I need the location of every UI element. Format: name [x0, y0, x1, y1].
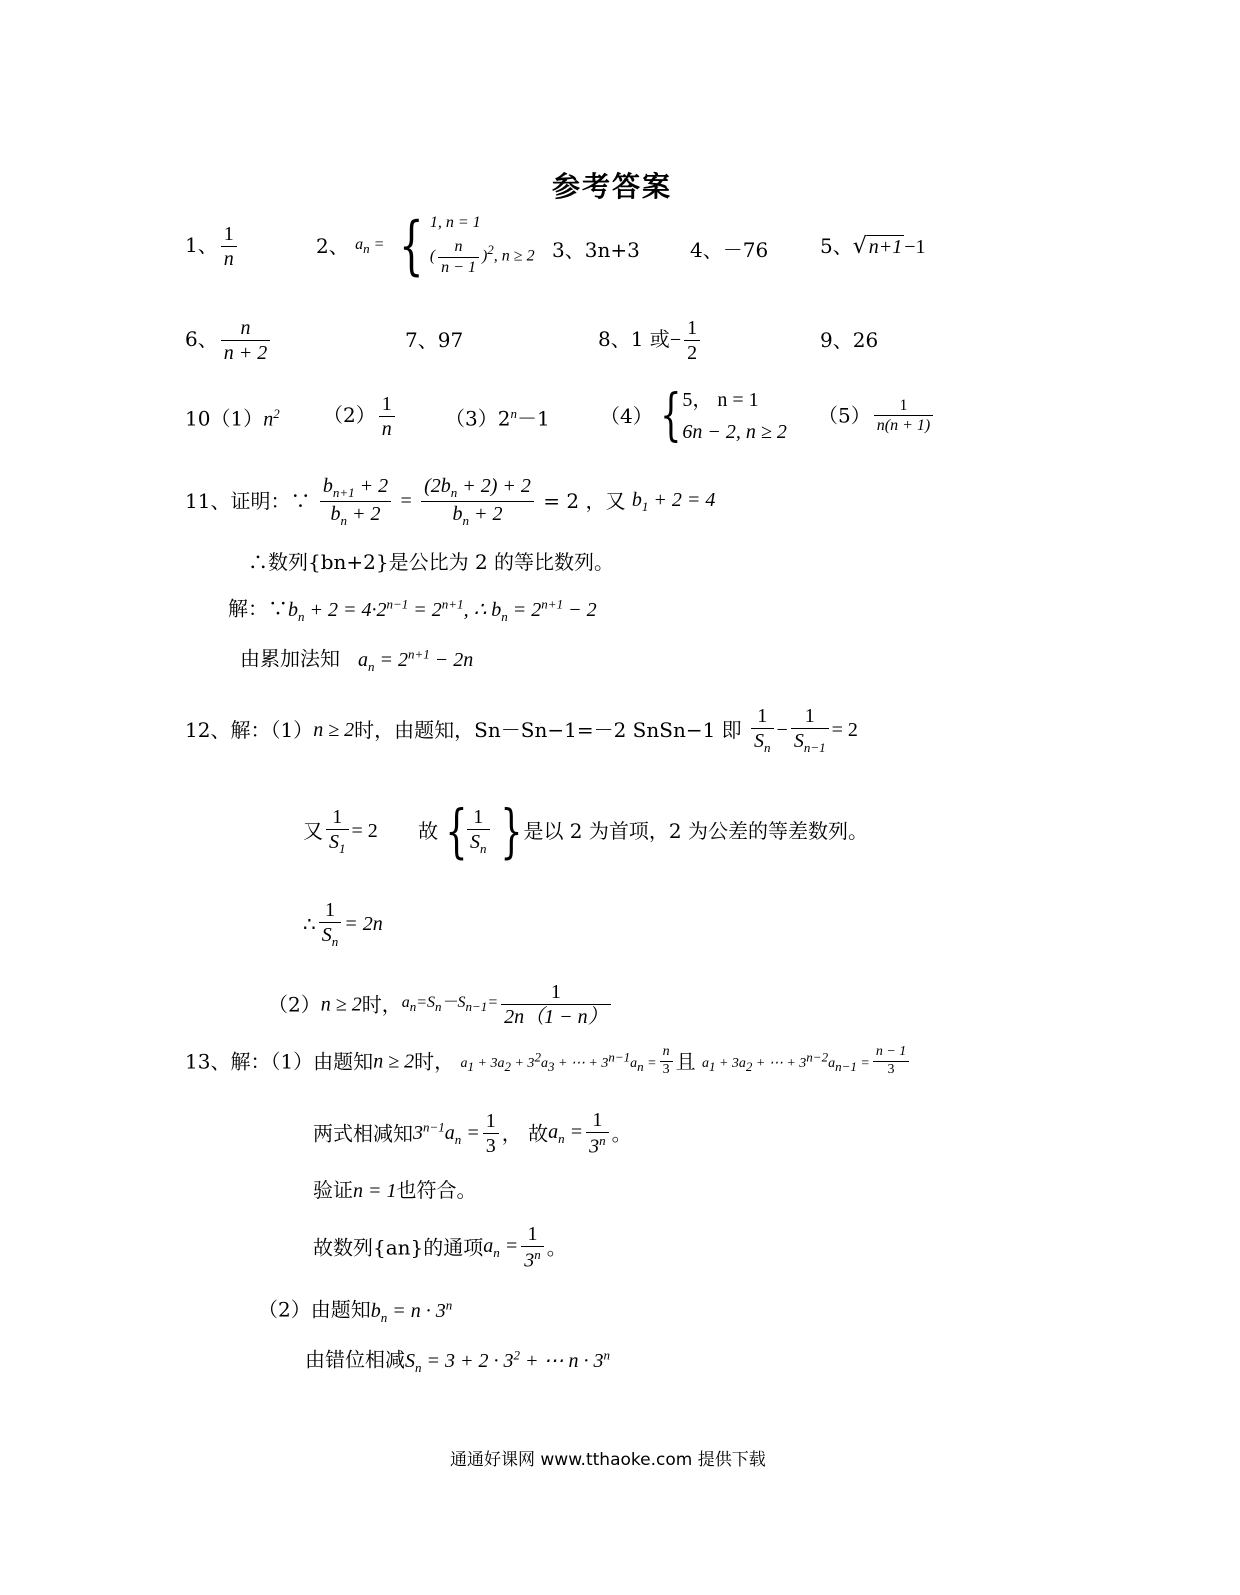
- q11-line-2: ∴数列{bn+2}是公比为 2 的等比数列。: [248, 550, 615, 574]
- q13-line-4: 故数列{an}的通项$a_n$ = $\frac{1}{3^n}$ 。: [313, 1223, 567, 1272]
- q12-line-2: 又 $\frac{1}{S_1}$ = 2 故 { $\frac{1}{S_n}$ }是以 2 为首项，2 为公差的等差数列。: [303, 797, 868, 865]
- q13-line-3: 验证n = 1也符合。: [313, 1178, 477, 1202]
- footer-text: 通通好课网 www.tthaoke.com 提供下载: [450, 1450, 766, 1470]
- answer-5: 5、√ n+1 −1: [820, 234, 926, 259]
- answer-2: 2、 $a_n$ = { 1, n = 1 ( $\frac{n}{n - 1}$ )$^2$, n ≥ 2: [316, 209, 535, 283]
- q11-line-3: 解：$\because b_n + 2 = 4\cdot 2^{n-1} = 2^{n+1}$, ∴ $b_n = 2^{n+1} - 2$: [228, 596, 597, 624]
- q13-line-5: （2）由题知$b_n = n \cdot 3^n$: [258, 1297, 453, 1325]
- answer-6: 6、 $\frac{n}{n + 2}$: [185, 316, 273, 365]
- answer-10-3: $(3)2^n-1$: [445, 406, 550, 431]
- answer-10-1: $10(1)n^2$: [185, 406, 280, 431]
- answer-3: 3、3n+3: [552, 238, 640, 262]
- answer-9: 9、26: [820, 328, 879, 352]
- answer-7: 7、97: [405, 328, 464, 352]
- q11-line-1: 11、证明：∵ $\frac{b_{n+1} + 2}{b_n + 2}$ = $\frac{(2b_n + 2) + 2}{b_n + 2}$ = 2 ，又 $b_1 + 2 = 4$: [185, 475, 716, 528]
- answer-4: 4、－76: [690, 238, 769, 262]
- answer-10-4: （4） { 5， n = 1 6n − 2, n ≥ 2: [600, 383, 787, 448]
- q13-line-2: 两式相减知$3^{n-1}a_n$ = $\frac{1}{3}$ ， 故$a_n$ = $\frac{1}{3^n}$ 。: [313, 1109, 632, 1158]
- q12-line-4: （2）n ≥ 2时，$a_n=S_n-S_{n-1}=$ $\frac{1}{2n(1 - n)}$: [268, 980, 614, 1029]
- page-title: 参考答案: [552, 170, 673, 203]
- answer-1: 1、 $\frac{1}{n}$: [185, 222, 240, 271]
- answer-10-2: （2） $\frac{1}{n}$: [323, 392, 398, 441]
- q13-line-1: 13、解：（1）由题知n ≥ 2时， $a_1 + 3a_2 + 3^2a_3$ + ⋯ + $3^{n-1}a_n$ = $\frac{n}{3}$ 且 $a_1 + 3a_2$ + ⋯ + $3^{n-2}a_{n-1}$ = $\frac{n - 1}{3}$: [185, 1044, 912, 1079]
- answer-10-5: （5） $\frac{1}{n(n + 1)}$: [818, 396, 936, 435]
- q12-line-3: ∴ $\frac{1}{S_n}$ = 2n: [303, 899, 383, 949]
- answer-8: 8、1 或− $\frac{1}{2}$: [598, 316, 703, 365]
- q11-line-4: 由累加法知 $a_n = 2^{n+1} - 2n$: [240, 646, 474, 674]
- q13-line-6: 由错位相减$S_n = 3 + 2 \cdot 3^2$ + ⋯ $n \cdot 3^n$: [305, 1347, 610, 1375]
- q12-line-1: 12、解：（1）n ≥ 2时，由题知，Sn－Sn−1=－2 SnSn−1 即 $\frac{1}{S_n}$ − $\frac{1}{S_{n-1}}$ = 2: [185, 705, 858, 755]
